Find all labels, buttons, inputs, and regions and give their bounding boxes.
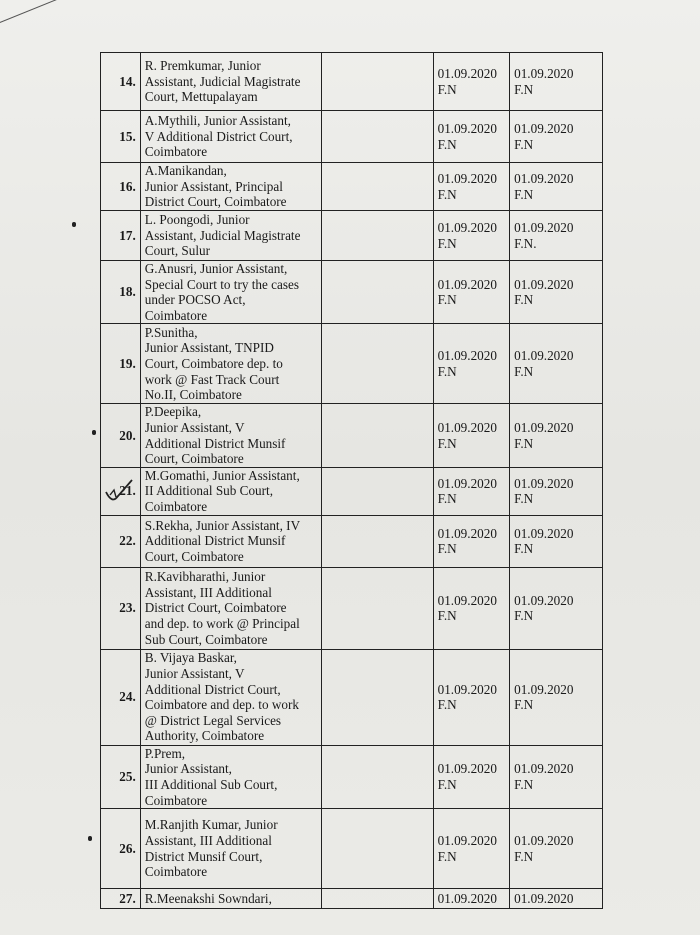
employee-details-line: under POCSO Act, xyxy=(144,292,246,308)
table-row xyxy=(101,53,603,111)
employee-details-line: Sub Court, Coimbatore xyxy=(144,631,268,647)
employee-details xyxy=(140,809,322,889)
date-value: 01.09.2020 xyxy=(437,219,497,235)
employee-details xyxy=(140,467,322,515)
table-row xyxy=(101,889,603,909)
relieving-date xyxy=(433,567,510,649)
table-row xyxy=(101,467,603,515)
joining-date xyxy=(510,515,603,567)
employee-details-line: District Court, Coimbatore xyxy=(144,600,287,616)
serial-number: 26. xyxy=(101,809,141,889)
employee-details-line: B. Vijaya Baskar, xyxy=(144,650,237,666)
employee-details xyxy=(140,211,322,261)
forenoon-label: F.N xyxy=(437,292,457,308)
serial-number: 19. xyxy=(101,324,141,404)
table-row xyxy=(101,567,603,649)
employee-details xyxy=(140,53,322,111)
margin-mark xyxy=(88,836,92,841)
margin-mark xyxy=(92,430,96,435)
date-value: 01.09.2020 xyxy=(437,525,497,541)
joining-date xyxy=(510,745,603,808)
employee-details-line: District Court, Coimbatore xyxy=(144,194,287,210)
forenoon-label: F.N. xyxy=(514,235,537,251)
joining-date xyxy=(510,809,603,889)
employee-details-line: work @ Fast Track Court xyxy=(144,371,280,387)
employee-details-line: G.Anusri, Junior Assistant, xyxy=(144,261,288,276)
employee-details xyxy=(140,649,322,745)
serial-number: 15. xyxy=(101,111,141,163)
blank-column xyxy=(322,649,433,745)
joining-date xyxy=(510,889,603,909)
blank-column xyxy=(322,567,433,649)
forenoon-label: F.N xyxy=(437,435,457,451)
forenoon-label: F.N xyxy=(514,363,534,379)
employee-details-line: Additional District Munsif xyxy=(144,533,286,549)
joining-date xyxy=(510,467,603,515)
forenoon-label: F.N xyxy=(514,697,534,713)
employee-details-line: R.Meenakshi Sowndari, xyxy=(144,890,272,906)
employee-details-line: A.Manikandan, xyxy=(144,163,227,179)
date-value: 01.09.2020 xyxy=(514,219,574,235)
forenoon-label: F.N xyxy=(437,491,457,507)
employee-details-line: L. Poongodi, Junior xyxy=(144,212,250,228)
table-row xyxy=(101,515,603,567)
employee-details-line: III Additional Sub Court, xyxy=(144,776,278,792)
date-value: 01.09.2020 xyxy=(514,592,574,608)
employee-details-line: Assistant, III Additional xyxy=(144,584,272,600)
date-value: 01.09.2020 xyxy=(437,65,497,81)
blank-column xyxy=(322,404,433,467)
forenoon-label: F.N xyxy=(437,608,457,624)
relieving-date xyxy=(433,745,510,808)
date-value: 01.09.2020 xyxy=(437,681,497,697)
relieving-date xyxy=(433,467,510,515)
blank-column xyxy=(322,515,433,567)
employee-details xyxy=(140,261,322,324)
date-value: 01.09.2020 xyxy=(514,761,574,777)
date-value: 01.09.2020 xyxy=(514,65,574,81)
forenoon-label: F.N xyxy=(437,81,457,97)
forenoon-label: F.N xyxy=(514,435,534,451)
forenoon-label: F.N xyxy=(514,776,534,792)
table-row xyxy=(101,111,603,163)
forenoon-label: F.N xyxy=(437,848,457,864)
date-value: 01.09.2020 xyxy=(514,833,574,849)
joining-date xyxy=(510,211,603,261)
employee-details-line: Junior Assistant, V xyxy=(144,419,245,435)
employee-details-line: R. Premkumar, Junior xyxy=(144,58,261,74)
forenoon-label: F.N xyxy=(514,608,534,624)
employee-details-line: Coimbatore xyxy=(144,499,208,515)
relieving-date xyxy=(433,324,510,404)
relieving-date xyxy=(433,53,510,111)
employee-details-line: Coimbatore xyxy=(144,792,208,808)
blank-column xyxy=(322,211,433,261)
relieving-date xyxy=(433,404,510,467)
date-value: 01.09.2020 xyxy=(437,170,497,186)
employee-details-line: District Munsif Court, xyxy=(144,848,263,864)
date-value: 01.09.2020 xyxy=(514,681,574,697)
blank-column xyxy=(322,745,433,808)
date-value: 01.09.2020 xyxy=(514,475,574,491)
forenoon-label: F.N xyxy=(437,363,457,379)
forenoon-label: F.N xyxy=(514,292,534,308)
date-value: 01.09.2020 xyxy=(514,170,574,186)
blank-column xyxy=(322,163,433,211)
date-value: 01.09.2020 xyxy=(437,276,497,292)
joining-date xyxy=(510,261,603,324)
serial-number: 14. xyxy=(101,53,141,111)
joining-date xyxy=(510,324,603,404)
employee-details-line: Special Court to try the cases xyxy=(144,276,299,292)
employee-details-line: Assistant, Judicial Magistrate xyxy=(144,73,301,89)
forenoon-label: F.N xyxy=(437,541,457,557)
employee-details-line: Coimbatore xyxy=(144,864,208,880)
serial-number: 23. xyxy=(101,567,141,649)
date-value: 01.09.2020 xyxy=(514,525,574,541)
employee-details xyxy=(140,404,322,467)
employee-details-line: and dep. to work @ Principal xyxy=(144,616,300,632)
employee-details-line: Junior Assistant, Principal xyxy=(144,178,283,194)
employee-details-line: Authority, Coimbatore xyxy=(144,728,265,744)
employee-details xyxy=(140,745,322,808)
table-row xyxy=(101,163,603,211)
joining-date xyxy=(510,649,603,745)
employee-details-line: A.Mythili, Junior Assistant, xyxy=(144,113,291,129)
employee-details-line: Assistant, Judicial Magistrate xyxy=(144,227,301,243)
blank-column xyxy=(322,324,433,404)
relieving-date xyxy=(433,163,510,211)
relieving-date xyxy=(433,211,510,261)
employee-details-line: P.Deepika, xyxy=(144,404,202,420)
forenoon-label: F.N xyxy=(514,136,534,152)
employee-details-line: V Additional District Court, xyxy=(144,128,293,144)
forenoon-label: F.N xyxy=(514,491,534,507)
employee-details-line: Court, Coimbatore xyxy=(144,451,244,467)
serial-number: 20. xyxy=(101,404,141,467)
serial-number: 27. xyxy=(101,889,141,909)
employee-details-line: Coimbatore xyxy=(144,144,208,160)
date-value: 01.09.2020 xyxy=(514,890,574,906)
employee-details-line: Coimbatore and dep. to work xyxy=(144,697,299,713)
blank-column xyxy=(322,53,433,111)
employee-details-line: Assistant, III Additional xyxy=(144,833,272,849)
employee-details-line: M.Ranjith Kumar, Junior xyxy=(144,817,278,833)
forenoon-label: F.N xyxy=(437,697,457,713)
employee-details-line: Junior Assistant, TNPID xyxy=(144,340,274,356)
employee-details-line: P.Sunitha, xyxy=(144,324,198,340)
date-value: 01.09.2020 xyxy=(514,120,574,136)
transfer-roster-table xyxy=(100,52,603,909)
joining-date xyxy=(510,404,603,467)
table-row xyxy=(101,324,603,404)
blank-column xyxy=(322,111,433,163)
date-value: 01.09.2020 xyxy=(514,419,574,435)
date-value: 01.09.2020 xyxy=(437,592,497,608)
table-row xyxy=(101,211,603,261)
employee-details-line: P.Prem, xyxy=(144,745,186,761)
date-value: 01.09.2020 xyxy=(437,475,497,491)
employee-details-line: @ District Legal Services xyxy=(144,712,282,728)
serial-number: 24. xyxy=(101,649,141,745)
employee-details-line: Coimbatore xyxy=(144,307,208,323)
date-value: 01.09.2020 xyxy=(514,348,574,364)
blank-column xyxy=(322,809,433,889)
employee-details-line: M.Gomathi, Junior Assistant, xyxy=(144,467,300,483)
date-value: 01.09.2020 xyxy=(437,833,497,849)
relieving-date xyxy=(433,649,510,745)
joining-date xyxy=(510,111,603,163)
joining-date xyxy=(510,53,603,111)
employee-details xyxy=(140,889,322,909)
blank-column xyxy=(322,889,433,909)
forenoon-label: F.N xyxy=(437,186,457,202)
joining-date xyxy=(510,567,603,649)
employee-details-line: Court, Coimbatore xyxy=(144,549,244,565)
blank-column xyxy=(322,467,433,515)
table-row xyxy=(101,261,603,324)
relieving-date xyxy=(433,809,510,889)
employee-details-line: Junior Assistant, xyxy=(144,761,232,777)
employee-details xyxy=(140,111,322,163)
table-row xyxy=(101,809,603,889)
employee-details xyxy=(140,163,322,211)
serial-number: 25. xyxy=(101,745,141,808)
relieving-date xyxy=(433,261,510,324)
relieving-date xyxy=(433,515,510,567)
employee-details-line: Additional District Munsif xyxy=(144,435,286,451)
employee-details-line: Junior Assistant, V xyxy=(144,666,245,682)
forenoon-label: F.N xyxy=(514,186,534,202)
forenoon-label: F.N xyxy=(514,848,534,864)
forenoon-label: F.N xyxy=(514,541,534,557)
forenoon-label: F.N xyxy=(437,776,457,792)
serial-number: 18. xyxy=(101,261,141,324)
serial-number: 21. xyxy=(101,467,141,515)
date-value: 01.09.2020 xyxy=(437,120,497,136)
serial-number: 16. xyxy=(101,163,141,211)
joining-date xyxy=(510,163,603,211)
forenoon-label: F.N xyxy=(437,136,457,152)
date-value: 01.09.2020 xyxy=(514,276,574,292)
serial-number: 17. xyxy=(101,211,141,261)
forenoon-label: F.N xyxy=(514,81,534,97)
relieving-date xyxy=(433,889,510,909)
date-value: 01.09.2020 xyxy=(437,419,497,435)
employee-details-line: Court, Sulur xyxy=(144,243,210,259)
employee-details xyxy=(140,567,322,649)
employee-details-line: No.II, Coimbatore xyxy=(144,387,242,403)
table-row xyxy=(101,745,603,808)
employee-details-line: II Additional Sub Court, xyxy=(144,483,273,499)
page-fold-line xyxy=(0,0,138,31)
employee-details-line: Court, Coimbatore dep. to xyxy=(144,356,283,372)
employee-details-line: Court, Mettupalayam xyxy=(144,89,258,105)
date-value: 01.09.2020 xyxy=(437,348,497,364)
margin-mark xyxy=(72,222,76,227)
employee-details-line: Additional District Court, xyxy=(144,681,281,697)
table-row xyxy=(101,649,603,745)
blank-column xyxy=(322,261,433,324)
employee-details-line: R.Kavibharathi, Junior xyxy=(144,569,266,585)
date-value: 01.09.2020 xyxy=(437,761,497,777)
table-row xyxy=(101,404,603,467)
serial-number: 22. xyxy=(101,515,141,567)
employee-details xyxy=(140,515,322,567)
relieving-date xyxy=(433,111,510,163)
date-value: 01.09.2020 xyxy=(437,890,497,906)
forenoon-label: F.N xyxy=(437,235,457,251)
employee-details xyxy=(140,324,322,404)
employee-details-line: S.Rekha, Junior Assistant, IV xyxy=(144,517,301,533)
